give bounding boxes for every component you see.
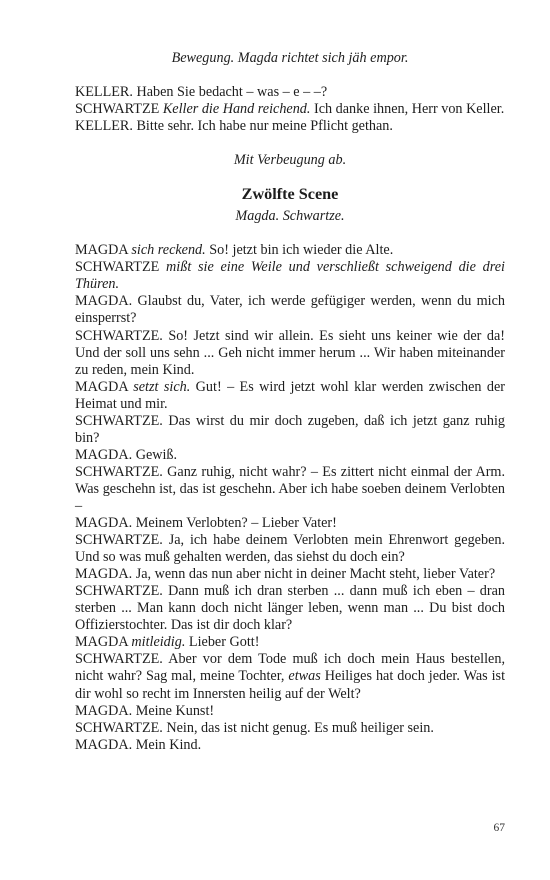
- speech-text: Ja, wenn das nun aber nicht in deiner Macht steht, lieber Vater?: [135, 566, 496, 583]
- speech-text: Ja, ich habe deinem Verlobten mein Ehrenwort gegeben. Und so was muß gehalten werden, das siehst du doch ein?: [75, 532, 506, 566]
- speech-text: Nein, das ist nicht genug. Es muß heiliger sein.: [166, 719, 434, 736]
- speaker-name: MAGDA.: [75, 566, 133, 583]
- speaker-name: SCHWARTZE.: [75, 583, 163, 600]
- speech-text: Meine Kunst!: [135, 702, 215, 719]
- stage-direction: Bewegung. Magda richtet sich jäh empor.: [171, 50, 409, 66]
- speaker-name: KELLER.: [75, 84, 133, 101]
- speech: [75, 634, 505, 651]
- speech-text: Mein Kind.: [135, 736, 202, 753]
- speech-text: Das wirst du mir doch zugeben, daß ich jetzt ganz ruhig bin?: [75, 412, 505, 446]
- speech-text: So! jetzt bin ich wieder die Alte.: [209, 242, 394, 259]
- speaker-name: MAGDA.: [75, 293, 133, 310]
- speaker-name: MAGDA: [75, 634, 128, 651]
- speaker-name: MAGDA.: [75, 446, 133, 463]
- speech: [75, 259, 505, 293]
- speaker-name: SCHWARTZE: [75, 259, 160, 276]
- speech: [75, 464, 505, 515]
- speech-text: Gut! – Es wird jetzt wohl klar werden zwischen der Heimat und mir.: [75, 378, 506, 412]
- speech: [75, 447, 505, 464]
- speech: [75, 566, 505, 583]
- dialogue-block-2: [75, 242, 505, 753]
- stage-direction-inline: mitleidig.: [131, 634, 186, 651]
- stage-direction-inline: mißt sie eine Weile und verschließt schweigend die drei Thüren.: [75, 259, 505, 293]
- speech: [75, 328, 505, 379]
- speaker-name: SCHWARTZE: [75, 101, 160, 118]
- scene-persons: Magda. Schwartze.: [235, 208, 345, 225]
- speaker-name: SCHWARTZE.: [75, 719, 163, 736]
- speaker-name: KELLER.: [75, 118, 133, 135]
- page-body: [75, 50, 505, 754]
- emphasis-text: etwas: [288, 668, 321, 685]
- speech-text: Gewiß.: [135, 446, 178, 463]
- scene-heading: Zwölfte Scene: [241, 185, 339, 204]
- speaker-name: MAGDA: [75, 378, 128, 395]
- speech-text: Lieber Gott!: [188, 634, 260, 651]
- speaker-name: MAGDA: [75, 242, 128, 259]
- speaker-name: SCHWARTZE.: [75, 463, 163, 480]
- speech-keller-1: [75, 84, 505, 101]
- stage-direction-inline: sich reckend.: [131, 242, 206, 259]
- speaker-name: MAGDA.: [75, 515, 133, 532]
- speech-text: Haben Sie bedacht – was – e – –?: [136, 84, 328, 101]
- speech-text: Ganz ruhig, nicht wahr? – Es zittert nicht einmal der Arm. Was geschehn ist, das ist geschehn. Aber ich habe soeben deinem Verlobten –: [75, 463, 506, 514]
- speech-text: Bitte sehr. Ich habe nur meine Pflicht gethan.: [136, 118, 393, 135]
- speech: [75, 379, 505, 413]
- speech: [75, 583, 505, 634]
- speech-text: Glaubst du, Vater, ich werde gefügiger werden, wenn du mich einsperrst?: [75, 293, 505, 327]
- speech: [75, 413, 505, 447]
- stage-direction-inline: setzt sich.: [133, 378, 191, 395]
- speech: [75, 242, 505, 259]
- speech-keller-2: [75, 118, 505, 135]
- speech-text: Ich danke ihnen, Herr von Keller.: [314, 101, 505, 118]
- speaker-name: MAGDA.: [75, 736, 133, 753]
- stage-direction-exit: Mit Verbeugung ab.: [233, 152, 347, 169]
- speaker-name: SCHWARTZE.: [75, 532, 163, 549]
- speech: [75, 703, 505, 720]
- speech: [75, 293, 505, 327]
- speech: [75, 515, 505, 532]
- speech-text: Meinem Verlobten? – Lieber Vater!: [135, 515, 337, 532]
- speech-schwartze-1: [75, 101, 505, 118]
- speech: [75, 737, 505, 754]
- page-number: 67: [493, 822, 505, 834]
- speaker-name: SCHWARTZE.: [75, 327, 163, 344]
- speaker-name: MAGDA.: [75, 702, 133, 719]
- speaker-name: SCHWARTZE.: [75, 412, 163, 429]
- speech-text: Heiliges hat doch jeder. Was ist dir wohl so recht im Innersten heilig auf der Welt?: [75, 668, 506, 702]
- speaker-name: SCHWARTZE.: [75, 651, 163, 668]
- speech: [75, 532, 505, 566]
- stage-direction-inline: Keller die Hand reichend.: [162, 101, 311, 118]
- speech-text: So! Jetzt sind wir allein. Es sieht uns keiner wie der da! Und der soll uns sehn ... Geh nicht immer herum ... Wir haben miteinander zu reden, mein Kind.: [75, 327, 505, 378]
- speech: [75, 720, 505, 737]
- speech-text: Dann muß ich dran sterben ... dann muß ich eben – dran sterben ... Man kann doch nicht länger leben, wenn man ... Du bist doch Offizierstochter. Das ist dir doch klar?: [75, 583, 506, 634]
- speech: [75, 651, 505, 702]
- speech-text: Aber vor dem Tode muß ich doch mein Haus bestellen, nicht wahr? Sag mal, meine Tochter,: [75, 651, 505, 685]
- dialogue-block-1: [75, 84, 505, 135]
